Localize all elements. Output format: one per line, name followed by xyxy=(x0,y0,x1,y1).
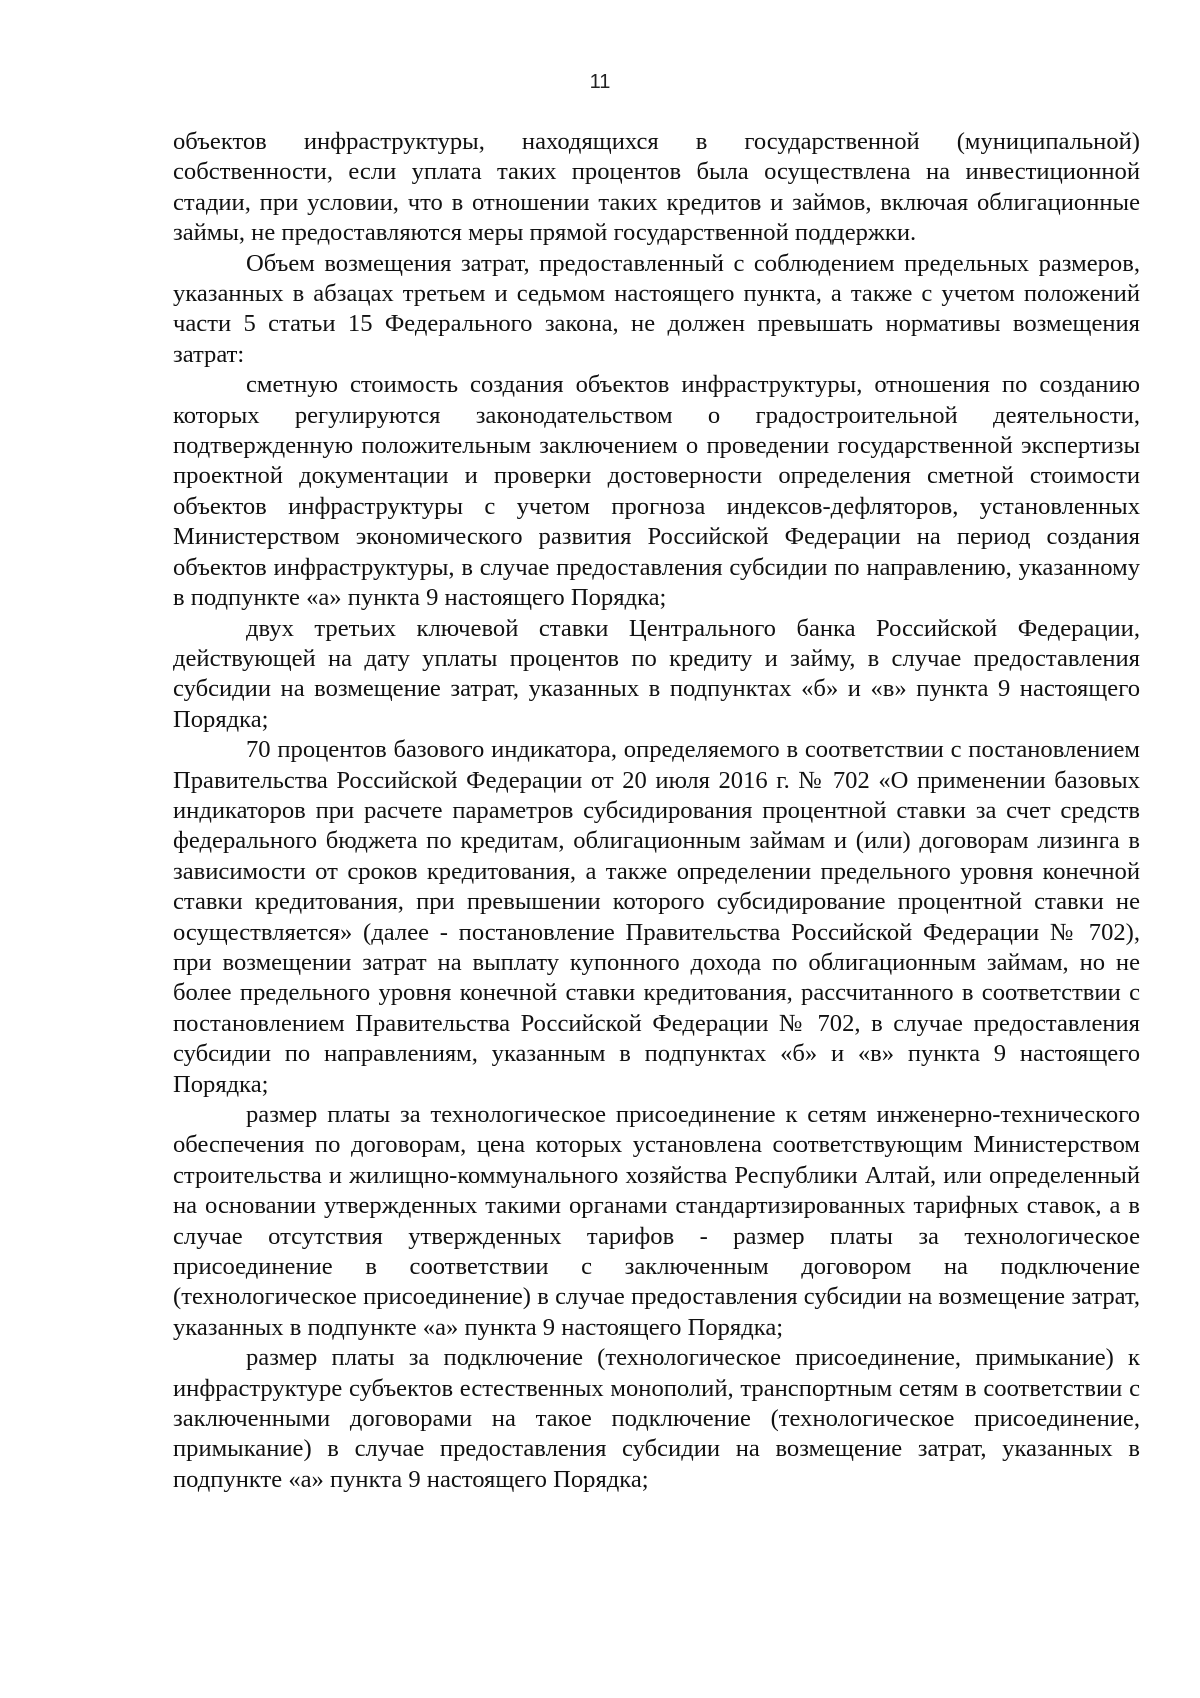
paragraph-3: сметную стоимость создания объектов инфраструктуры, отношения по созданию которых регулируются законодательством о градостроительной деятельности, подтвержденную положительным заключением о проведении государственной экспертизы проектной документации и проверки достоверности определения сметной стоимости объектов инфраструктуры с учетом прогноза индексов-дефляторов, установленных Министерством экономического развития Российской Федерации на период создания объектов инфраструктуры, в случае предоставления субсидии по направлению, указанному в подпункте «а» пункта 9 настоящего Порядка; xyxy=(173,371,1140,612)
page-number: 11 xyxy=(589,71,611,93)
paragraph-6: размер платы за технологическое присоединение к сетям инженерно-технического обеспечения по договорам, цена которых установлена соответствующим Министерством строительства и жилищно-коммунального хозяйства Республики Алтай, или определенный на основании утвержденных такими органами стандартизированных тарифных ставок, а в случае отсутствия утвержденных тарифов - размер платы за технологическое присоединение в соответствии с заключенным договором на подключение (технологическое присоединение) в случае предоставления субсидии на возмещение затрат, указанных в подпункте «а» пункта 9 настоящего Порядка; xyxy=(173,1101,1140,1341)
paragraph-2: Объем возмещения затрат, предоставленный с соблюдением предельных размеров, указанных в абзацах третьем и седьмом настоящего пункта, а также с учетом положений части 5 статьи 15 Федерального закона, не должен превышать нормативы возмещения затрат: xyxy=(173,249,1140,368)
paragraph-5: 70 процентов базового индикатора, определяемого в соответствии с постановлением Правительства Российской Федерации от 20 июля 2016 г. № 702 «О применении базовых индикаторов при расчете параметров субсидирования процентной ставки за счет средств федерального бюджета по кредитам, облигационным займам и (или) договорам лизинга в зависимости от сроков кредитования, а также определении предельного уровня конечной ставки кредитования, при превышении которого субсидирование процентной ставки не осуществляется» (далее - постановление Правительства Российской Федерации № 702), при возмещении затрат на выплату купонного дохода по облигационным займам, но не более предельного уровня конечной ставки кредитования, рассчитанного в соответствии с постановлением Правительства Российской Федерации № 702, в случае предоставления субсидии по направлениям, указанным в подпунктах «б» и «в» пункта 9 настоящего Порядка; xyxy=(173,736,1140,1098)
document-body xyxy=(173,127,1140,1495)
paragraph-7: размер платы за подключение (технологическое присоединение, примыкание) к инфраструктуре субъектов естественных монополий, транспортным сетям в соответствии с заключенными договорами на такое подключение (технологическое присоединение, примыкание) в случае предоставления субсидии на возмещение затрат, указанных в подпункте «а» пункта 9 настоящего Порядка; xyxy=(173,1344,1140,1493)
paragraph-4: двух третьих ключевой ставки Центрального банка Российской Федерации, действующей на дату уплаты процентов по кредиту и займу, в случае предоставления субсидии на возмещение затрат, указанных в подпунктах «б» и «в» пункта 9 настоящего Порядка; xyxy=(173,614,1140,733)
paragraph-1: объектов инфраструктуры, находящихся в государственной (муниципальной) собственности, если уплата таких процентов была осуществлена на инвестиционной стадии, при условии, что в отношении таких кредитов и займов, включая облигационные займы, не предоставляются меры прямой государственной поддержки. xyxy=(173,128,1140,247)
